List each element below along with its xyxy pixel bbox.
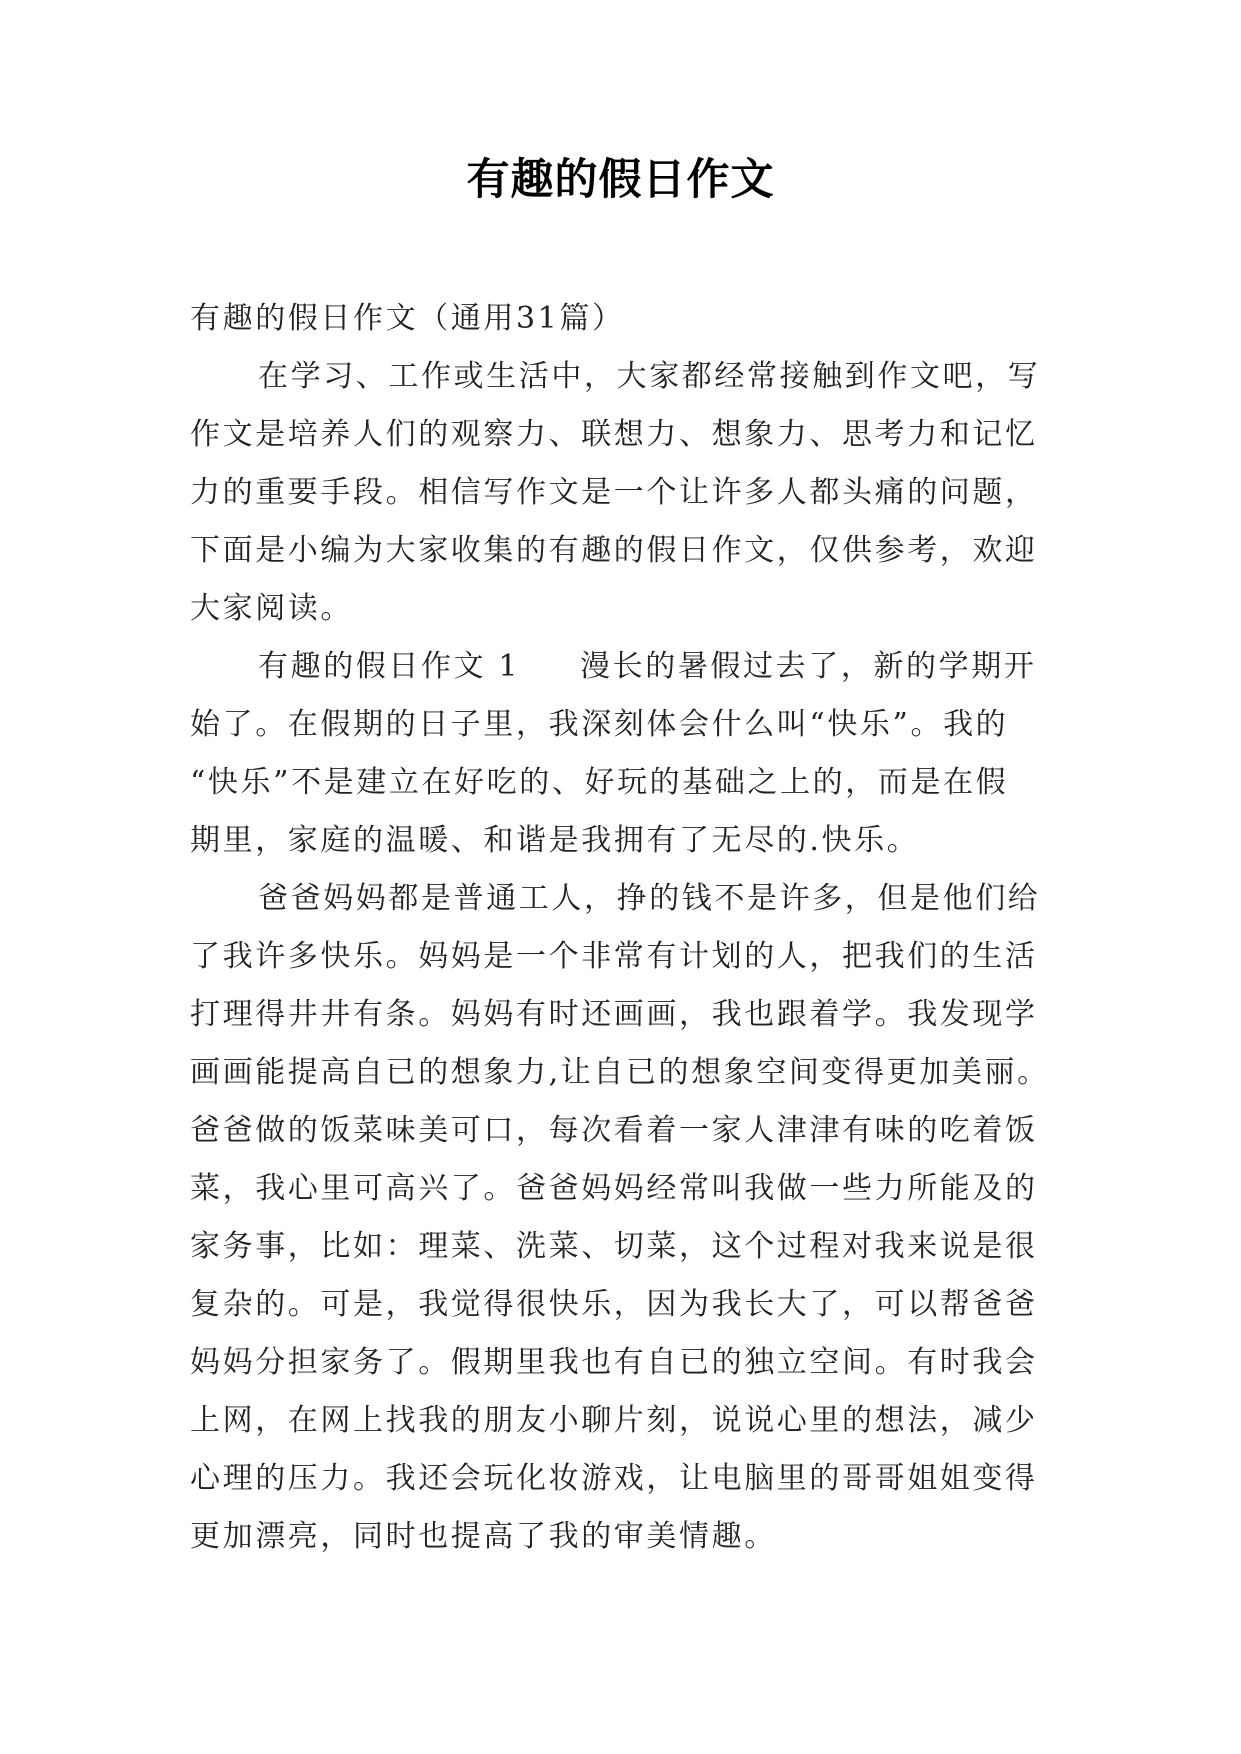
body-line: 爸爸做的饭菜味美可口，每次看着一家人津津有味的吃着饭 xyxy=(190,1113,1038,1148)
body-line: 菜，我心里可高兴了。爸爸妈妈经常叫我做一些力所能及的 xyxy=(190,1171,1038,1206)
body-line: “快乐”不是建立在好吃的、好玩的基础之上的，而是在假 xyxy=(190,765,1009,800)
body-line: 作文是培养人们的观察力、联想力、想象力、思考力和记忆 xyxy=(190,417,1038,452)
body-line: 大家阅读。 xyxy=(190,591,353,626)
body-line: 复杂的。可是，我觉得很快乐，因为我长大了，可以帮爸爸 xyxy=(190,1287,1038,1322)
body-line: 力的重要手段。相信写作文是一个让许多人都头痛的问题， xyxy=(190,475,1038,510)
body-line: 妈妈分担家务了。假期里我也有自已的独立空间。有时我会 xyxy=(190,1345,1038,1380)
essay-heading-line xyxy=(190,638,1060,696)
subtitle-line: 有趣的假日作文（通用31篇） xyxy=(190,301,625,336)
body-line: 画画能提高自已的想象力,让自已的想象空间变得更加美丽。 xyxy=(190,1055,1050,1090)
body-line: 爸爸妈妈都是普通工人，挣的钱不是许多，但是他们给 xyxy=(258,881,1041,916)
essay-first-sentence: 漫长的暑假过去了，新的学期开 xyxy=(580,649,1037,684)
document-title: 有趣的假日作文 xyxy=(466,155,775,205)
body-line: 下面是小编为大家收集的有趣的假日作文，仅供参考，欢迎 xyxy=(190,533,1038,568)
document-body xyxy=(190,290,1060,1566)
essay-heading: 有趣的假日作文 1 xyxy=(258,649,521,684)
body-line: 在学习、工作或生活中，大家都经常接触到作文吧，写 xyxy=(258,359,1041,394)
body-line: 始了。在假期的日子里，我深刻体会什么叫“快乐”。我的 xyxy=(190,707,1009,742)
body-line: 更加漂亮，同时也提高了我的审美情趣。 xyxy=(190,1519,777,1554)
body-line: 上网，在网上找我的朋友小聊片刻，说说心里的想法，减少 xyxy=(190,1403,1038,1438)
body-line: 心理的压力。我还会玩化妆游戏，让电脑里的哥哥姐姐变得 xyxy=(190,1461,1038,1496)
body-line: 打理得井井有条。妈妈有时还画画，我也跟着学。我发现学 xyxy=(190,997,1038,1032)
body-line: 期里，家庭的温暖、和谐是我拥有了无尽的.快乐。 xyxy=(190,823,920,858)
body-line: 了我许多快乐。妈妈是一个非常有计划的人，把我们的生活 xyxy=(190,939,1038,974)
body-line: 家务事，比如：理菜、洗菜、切菜，这个过程对我来说是很 xyxy=(190,1229,1038,1264)
